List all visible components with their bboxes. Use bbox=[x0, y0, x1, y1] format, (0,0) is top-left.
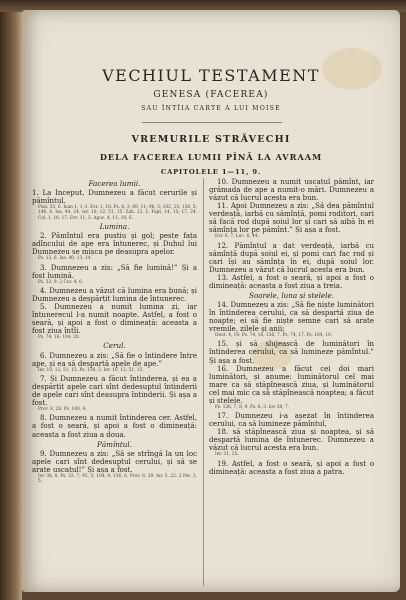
page-title: VECHIUL TESTAMENT bbox=[102, 66, 320, 85]
verse: 7. Și Dumnezeu a făcut întinderea, și ea a despărțit apele cari sînt dedesuptul întinderii de apele cari sînt deasupra întinderii. Și așa a fost. bbox=[32, 374, 197, 408]
right-column bbox=[209, 178, 374, 476]
verse: 15. și să slujească de luminători în întinderea cerului, ca să lumineze pămîntul.” Și așa a fost. bbox=[209, 340, 374, 365]
verse: 1. La Inceput, Dumnezeu a făcut cerurile și pămîntul. bbox=[32, 189, 197, 206]
section-title: VREMURILE STRĂVECHI bbox=[131, 134, 291, 145]
verse: 17. Dumnezeu i-a așezat în întinderea cerului, ca să lumineze pămîntul, bbox=[209, 412, 374, 429]
footnote: Deut. 4, 19. Ps. 74, 16; 136, 7. Ps. 74, 17. Ps. 104, 19. bbox=[215, 333, 333, 339]
verse: 12. Pămîntul a dat verdeață, iarbă cu sămînță după soiul ei, și pomi cari fac rod și cari își au sămînța în ei, după soiul lor. Dumnezeu a văzut că lucrul acesta era bun. bbox=[209, 241, 374, 274]
footnote: Psal. 33, 6. Ioan 1, 1–3. Evr. 1, 10. Ps. 8, 3; 89, 11; 96, 5; 102, 25; 136, 5; 146, 6. Isa. 44, 24. Ier. 10, 12; 51, 15. Zah. 12, 1. Fapt. 14, 15; 17, 24. Col. 1, 16, 17. Evr. 11, 3. Apoc. 4, 11; 10, 6. bbox=[38, 205, 197, 221]
footnote: Ps. 33, 6. Isa. 40, 13, 14. bbox=[38, 256, 92, 262]
verse: 5. Dumnezeu a numit lumina zi, iar întunerecul l-a numit noapte. Astfel, a fost o seară, și apoi a fost o dimineață: aceasta a fost ziua întîi. bbox=[32, 303, 197, 336]
column-divider bbox=[203, 178, 204, 586]
verse: 6. Dumnezeu a zis: „Să fie o întindere între ape, și ea să despartă apele de ape.” bbox=[32, 351, 197, 368]
section-subtitle: DELA FACEREA LUMII PÎNĂ LA AVRAAM bbox=[99, 152, 323, 162]
bible-page bbox=[22, 10, 400, 592]
footnote: Ps. 33, 9. 2 Cor. 4, 6. bbox=[38, 279, 84, 285]
verse: 16. Dumnezeu a făcut cei doi mari luminători, și anume: luminătorul cel mai mare ca să stăpînească ziua, și luminătorul cel mai mic ca să stăpînească noaptea; a făcut și stelele. bbox=[209, 364, 374, 405]
book-spine bbox=[0, 0, 22, 600]
subheading: Soarele, luna și stelele. bbox=[249, 290, 334, 300]
book-subsubtitle: SAU ÎNTÎIA CARTE A LUI MOISE bbox=[141, 105, 281, 112]
footnote: Evr. 6, 7. Luc. 6, 44. bbox=[215, 234, 259, 240]
verse: 2. Pămîntul era pustiu și gol; peste fața adîncului de ape era întunerec, și Duhul lui Dumnezeu se mișca pe deasupra apelor. bbox=[32, 232, 197, 257]
footnote: Ier. 31, 35. bbox=[215, 452, 239, 458]
verse: 3. Dumnezeu a zis: „Să fie lumină!” Și a fost lumină. bbox=[32, 263, 197, 280]
verse: 8. Dumnezeu a numit întinderea cer. Astfel, a fost o seară, și apoi a fost o dimineață: aceasta a fost ziua a doua. bbox=[32, 414, 197, 439]
chapter-range: CAPITOLELE 1—11, 9. bbox=[160, 168, 262, 176]
footnote: Ier. 10, 12; 51, 15. Ps. 136, 5. Ier. 10, 12; 51, 15. bbox=[38, 367, 144, 373]
verse: 10. Dumnezeu a numit uscatul pămînt, iar grămada de ape a numit-o mări. Dumnezeu a văzut că lucrul acesta era bun. bbox=[209, 178, 374, 203]
verse: 13. Astfel, a fost o seară, și apoi a fost o dimineață: aceasta a fost ziua a treia. bbox=[209, 273, 374, 290]
verse: 18. să stăpînească ziua și noaptea, și să despartă lumina de întunerec. Dumnezeu a văzut că lucrul acesta era bun. bbox=[209, 428, 374, 453]
verse: 14. Dumnezeu a zis: „Să fie niște luminători în întinderea cerului, ca să despartă ziua de noapte; ei să fie niște semne cari să arate vremile, zilele și anii; bbox=[209, 300, 374, 334]
subheading: Lumina. bbox=[99, 222, 130, 232]
verse: 4. Dumnezeu a văzut că lumina era bună; și Dumnezeu a despărțit lumina de întunerec. bbox=[32, 286, 197, 303]
title-divider bbox=[142, 122, 282, 123]
subheading: Facerea lumii. bbox=[88, 179, 141, 188]
footnote: Prov. 8, 28. Ps. 148, 4. bbox=[38, 407, 87, 413]
subheading: Pămîntul. bbox=[97, 439, 132, 449]
subheading: Cerul. bbox=[103, 341, 126, 351]
verse: 11. Apoi Dumnezeu a zis: „Să dea pămîntul verdeață, iarbă cu sămînță, pomi roditori, cari să facă rod după soiul lor și cari să aibă în ei sămînța lor pe pămînt.” Și așa a fost. bbox=[209, 202, 374, 235]
book-subtitle: GENESA (FACEREA) bbox=[153, 90, 269, 100]
footnote: Iov 38, 8. Ps. 33, 7; 95, 5; 104, 9; 136, 6. Prov. 8, 29. Ier. 5, 22. 2 Pet. 3, 5. bbox=[38, 473, 197, 485]
footnote: Ps. 136, 7, 8, 9. Ps. 8, 3. Iov 38, 7. bbox=[215, 404, 290, 410]
footnote: Ps. 74, 16; 104, 20. bbox=[38, 335, 80, 341]
left-column bbox=[32, 178, 197, 486]
verse: 9. Dumnezeu a zis: „Să se strîngă la un loc apele cari sînt dedesuptul cerului, și să se arate uscatul!” Și așa a fost. bbox=[32, 449, 197, 474]
verse: 19. Astfel, a fost o seară, și apoi a fost o dimineață: aceasta a fost ziua a patra. bbox=[209, 459, 374, 476]
